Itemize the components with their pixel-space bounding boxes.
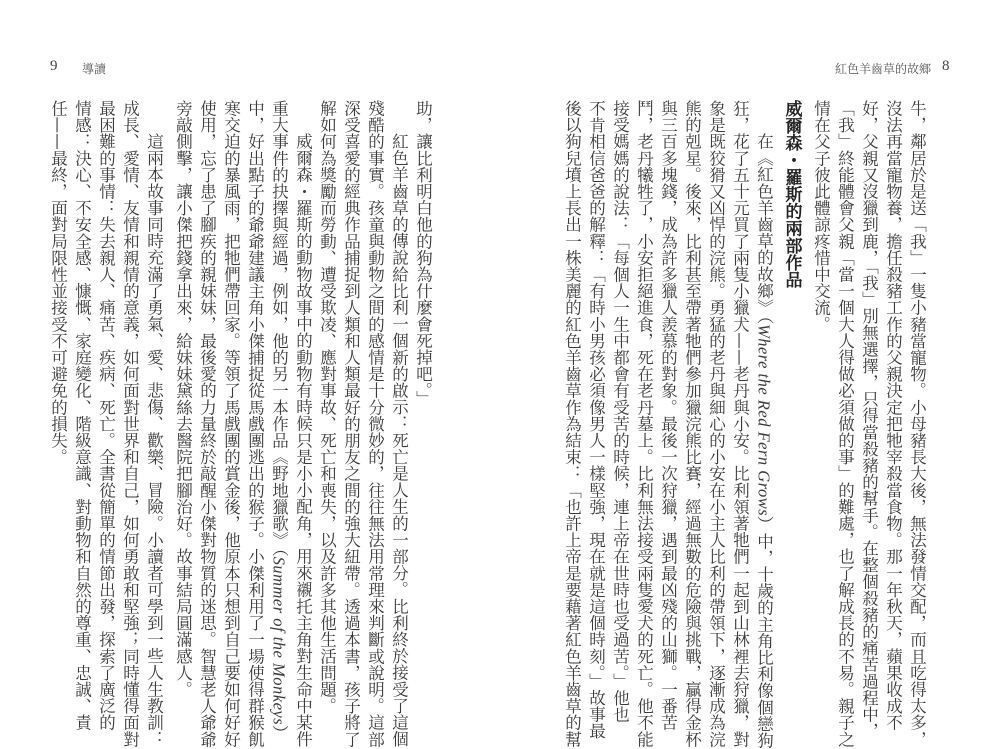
text-column: 情在父子彼此體諒疼惜中交流。 [811, 100, 831, 333]
text-column: 牛，鄰居於是送「我」一隻小豬當寵物。小母豬長大後，無法發情交配，而且吃得太多， [907, 100, 927, 748]
section-heading: 威爾森・羅斯的兩部作品 [781, 100, 802, 289]
book-title-english: Where the Red Fern Grows [754, 323, 774, 517]
text-column: 鬥，老丹犧牲了，小安拒絕進食，死在老丹墓上。比利無法接受兩隻愛犬的死亡。他不能 [634, 100, 654, 748]
text-column: 象是既狡猾又凶悍的浣熊。勇猛的老丹與細心的小安在小主人比利的帶領下，逐漸成為浣 [706, 100, 726, 748]
text-column: 中，好出點子的爺爺建議主角小傑捕捉從馬戲團逃出的猴子。小傑利用了一場使得群猴飢 [245, 100, 265, 748]
text-column: 「我」終能體會父親「當一個大人得做必須做的事」的難處，也了解成長的不易。親子之 [835, 100, 855, 748]
text-column: 後以狗兒墳上長出一株美麗的紅色羊齒草作為結束：「也許上帝是要藉著紅色羊齒草的幫 [562, 100, 582, 748]
text-column: 解如何為獎勵而勞動、遭受欺凌、應對事故、死亡和喪失，以及許多其他生活問題。 [317, 100, 337, 715]
book-title-english: Summer of the Monkeys [269, 556, 289, 726]
text-column: 紅色羊齒草的傳說給比利一個新的啟示：死亡是人生的一部分。比利終於接受了這個 [389, 133, 409, 748]
text-column: 沒法再當寵物養，擔任殺豬工作的父親決定把牠宰殺當食物。那一年秋天，蘋果收成不 [883, 100, 903, 731]
right-page [500, 0, 1000, 749]
text-column: 任——最終，面對局限性並接受不可避免的損失。 [48, 100, 68, 466]
text-column: 接受媽媽的說法：「每個人一生中都會有受苦的時候，連上帝在世時也受過苦。」他也 [610, 100, 630, 723]
text-column: 熊的剋星。後來，比利甚至帶著牠們參加獵浣熊比賽，經過無數的危險與挑戰，贏得金杯 [682, 100, 702, 748]
text-column: 使用，忘了患了腳疾的親妹妹，最後愛的力量終於敲醒小傑對物質的迷思。智慧老人爺爺 [197, 100, 217, 748]
text-column: 在《紅色羊齒草的故鄉》（Where the Red Fern Grows）中，十歲的主角比利像個戀狗 [754, 133, 774, 749]
text-column: 助，讓比利明白他的狗為什麼會死掉吧。」 [413, 100, 433, 408]
text-column: 殘酷的事實。孩童與動物之間的感情是十分微妙的，往往無法用常理來判斷或說明。這部 [365, 100, 385, 748]
left-page [0, 0, 500, 748]
text-column: 旁敲側擊，讓小傑把錢拿出來，給妹妹黛絲去醫院把腳治好。故事結局圓滿感人。 [173, 100, 193, 698]
text-column: 最困難的事情：失去親人、痛苦、疾病、死亡。全書從簡單的情節出發，探索了廣泛的 [96, 100, 116, 731]
text-column: 與三百多塊錢，成為許多獵人羨慕的對象。最後一次狩獵，遇到最凶殘的山獅。一番苦 [658, 100, 678, 731]
text-column: 不肯相信爸爸的解釋：「有時小男孩必須像男人一樣堅強，現在就是這個時刻。」故事最 [586, 100, 606, 740]
text-column: 狂，花了五十元買了兩隻小獵犬——老丹與小安。比利領著牠們一起到山林裡去狩獵，對 [730, 100, 750, 748]
page-number: 9 [50, 58, 58, 74]
text-column: 情感：決心、不安全感、慷慨、家庭變化、階級意識、對動物和自然的尊重、忠誠、責 [72, 100, 92, 731]
page-number: 8 [942, 58, 950, 74]
text-column: 威爾森・羅斯的動物故事中的動物有時候只是小小配角，用來襯托主角對生命中某件 [293, 133, 313, 748]
text-column: 重大事件的抉擇與經過，例如，他的另一本作品《野地獵歌》（Summer of the Monkeys） [269, 100, 289, 742]
text-column: 成長、愛情、友情和親情的意義，如何面對世界和自己，如何勇敢和堅強；同時懂得面對 [120, 100, 140, 748]
running-head: 紅色羊齒草的故鄉 [835, 62, 932, 76]
text-column: 這兩本故事同時充滿了勇氣、愛、悲傷、歡樂、冒險。小讀者可學到一些人生教訓： [144, 133, 164, 748]
text-column: 寒交迫的暴風雨，把牠們帶回家。等領了馬戲團的賞金後，他原本只想到自己要如何好好 [221, 100, 241, 748]
text-column: 深受喜愛的經典作品捕捉到人類和人類最好的朋友之間的強大紐帶。透過本書，孩子將了 [341, 100, 361, 748]
running-head: 導讀 [82, 62, 107, 76]
text-column: 好，父親又沒獵到鹿，「我」別無選擇，只得當殺豬的幫手。在整個殺豬的痛苦過程中， [859, 100, 879, 740]
